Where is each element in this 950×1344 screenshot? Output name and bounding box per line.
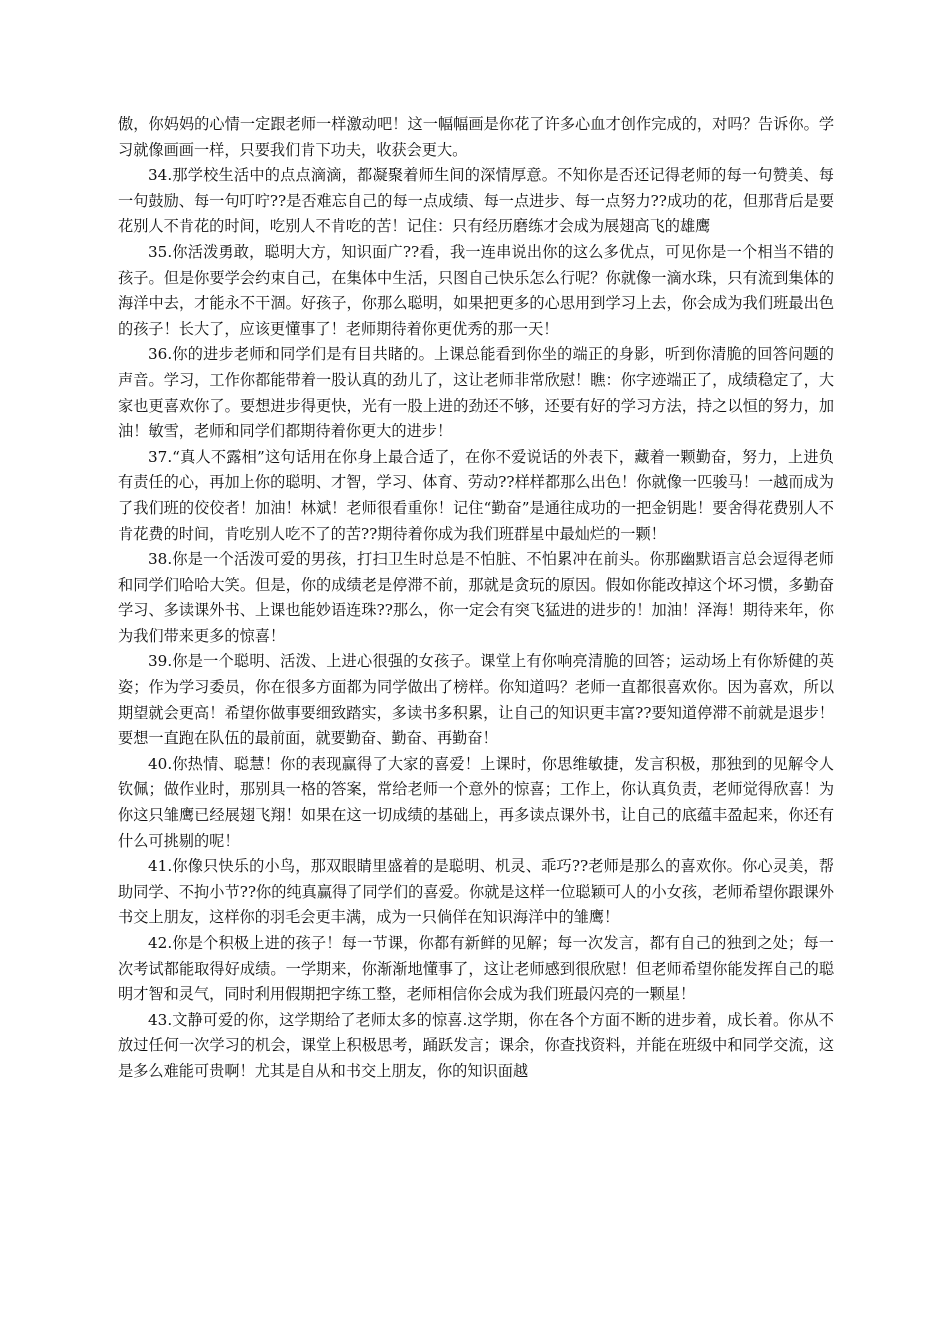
paragraph-34: 34.那学校生活中的点点滴滴，都凝聚着师生间的深情厚意。不知你是否还记得老师的每一句赞美、每一句鼓励、每一句叮咛??是否难忘自己的每一点成绩、每一点进步、每一点努力??成功的花，但那背后是要花别人不肯花的时间，吃别人不肯吃的苦！记住：只有经历磨练才会成为展翅高飞的雄鹰 (118, 166, 835, 236)
paragraph-42: 42.你是个积极上进的孩子！每一节课，你都有新鲜的见解；每一次发言，都有自己的独到之处；每一次考试都能取得好成绩。一学期来，你渐渐地懂事了，这让老师感到很欣慰！但老师希望你能发挥自己的聪明才智和灵气，同时利用假期把字练工整，老师相信你会成为我们班最闪亮的一颗星！ (118, 934, 834, 1004)
document-page (118, 112, 834, 1085)
paragraph-40: 40.你热情、聪慧！你的表现赢得了大家的喜爱！上课时，你思维敏捷，发言积极，那独到的见解令人钦佩；做作业时，那别具一格的答案，常给老师一个意外的惊喜；工作上，你认真负责，老师觉得欣喜！为你这只雏鹰已经展翅飞翔！如果在这一切成绩的基础上，再多读点课外书，让自己的底蕴丰盈起来，你还有什么可挑剔的呢！ (118, 754, 834, 850)
paragraph-41: 41.你像只快乐的小鸟，那双眼睛里盛着的是聪明、机灵、乖巧??老师是那么的喜欢你。你心灵美，帮助同学、不拘小节??你的纯真赢得了同学们的喜爱。你就是这样一位聪颖可人的小女孩，老师希望你跟课外书交上朋友，这样你的羽毛会更丰满，成为一只倘佯在知识海洋中的雏鹰！ (118, 857, 834, 927)
paragraph-37: 37.“真人不露相”这句话用在你身上最合适了，在你不爱说话的外表下，藏着一颗勤奋，努力，上进负有责任的心，再加上你的聪明、才智，学习、体育、劳动??样样都那么出色！你就像一匹骏马！一越而成为了我们班的佼佼者！加油！林斌！老师很看重你！记住“勤奋”是通往成功的一把金钥匙！要舍得花费别人不肯花费的时间，肯吃别人吃不了的苦??期待着你成为我们班群星中最灿烂的一颗！ (118, 447, 834, 543)
paragraph-35: 35.你活泼勇敢，聪明大方，知识面广??看，我一连串说出你的这么多优点，可见你是一个相当不错的孩子。但是你要学会约束自己，在集体中生活，只图自己快乐怎么行呢？你就像一滴水珠，只有流到集体的海洋中去，才能永不干涸。好孩子，你那么聪明，如果把更多的心思用到学习上去，你会成为我们班最出色的孩子！长大了，应该更懂事了！老师期待着你更优秀的那一天！ (118, 242, 834, 338)
paragraph-39: 39.你是一个聪明、活泼、上进心很强的女孩子。课堂上有你响亮清脆的回答；运动场上有你矫健的英姿；作为学习委员，你在很多方面都为同学做出了榜样。你知道吗？老师一直都很喜欢你。因为喜欢，所以期望就会更高！希望你做事要细致踏实，多读书多积累，让自己的知识更丰富??要知道停滞不前就是退步！要想一直跑在队伍的最前面，就要勤奋、勤奋、再勤奋！ (118, 652, 834, 748)
paragraph-43: 43.文静可爱的你，这学期给了老师太多的惊喜.这学期，你在各个方面不断的进步着，成长着。你从不放过任何一次学习的机会，课堂上积极思考，踊跃发言；课余，你查找资料，并能在班级中和同学交流，这是多么难能可贵啊！尤其是自从和书交上朋友，你的知识面越 (118, 1010, 834, 1080)
paragraph-36: 36.你的进步老师和同学们是有目共睹的。上课总能看到你坐的端正的身影，听到你清脆的回答问题的声音。学习，工作你都能带着一股认真的劲儿了，这让老师非常欣慰！瞧：你字迹端正了，成绩稳定了，大家也更喜欢你了。要想进步得更快，光有一股上进的劲还不够，还要有好的学习方法，持之以恒的努力，加油！敏雪，老师和同学们都期待着你更大的进步！ (118, 345, 834, 441)
paragraph-38: 38.你是一个活泼可爱的男孩，打扫卫生时总是不怕脏、不怕累冲在前头。你那幽默语言总会逗得老师和同学们哈哈大笑。但是，你的成绩老是停滞不前，那就是贪玩的原因。假如你能改掉这个坏习惯，多勤奋学习、多读课外书、上课也能妙语连珠??那么，你一定会有突飞猛进的进步的！加油！泽海！期待来年，你为我们带来更多的惊喜！ (118, 550, 834, 645)
paragraph-continued: 傲，你妈妈的心情一定跟老师一样激动吧！这一幅幅画是你花了许多心血才创作完成的，对吗？告诉你。学习就像画画一样，只要我们肯下功夫，收获会更大。 (118, 115, 834, 159)
